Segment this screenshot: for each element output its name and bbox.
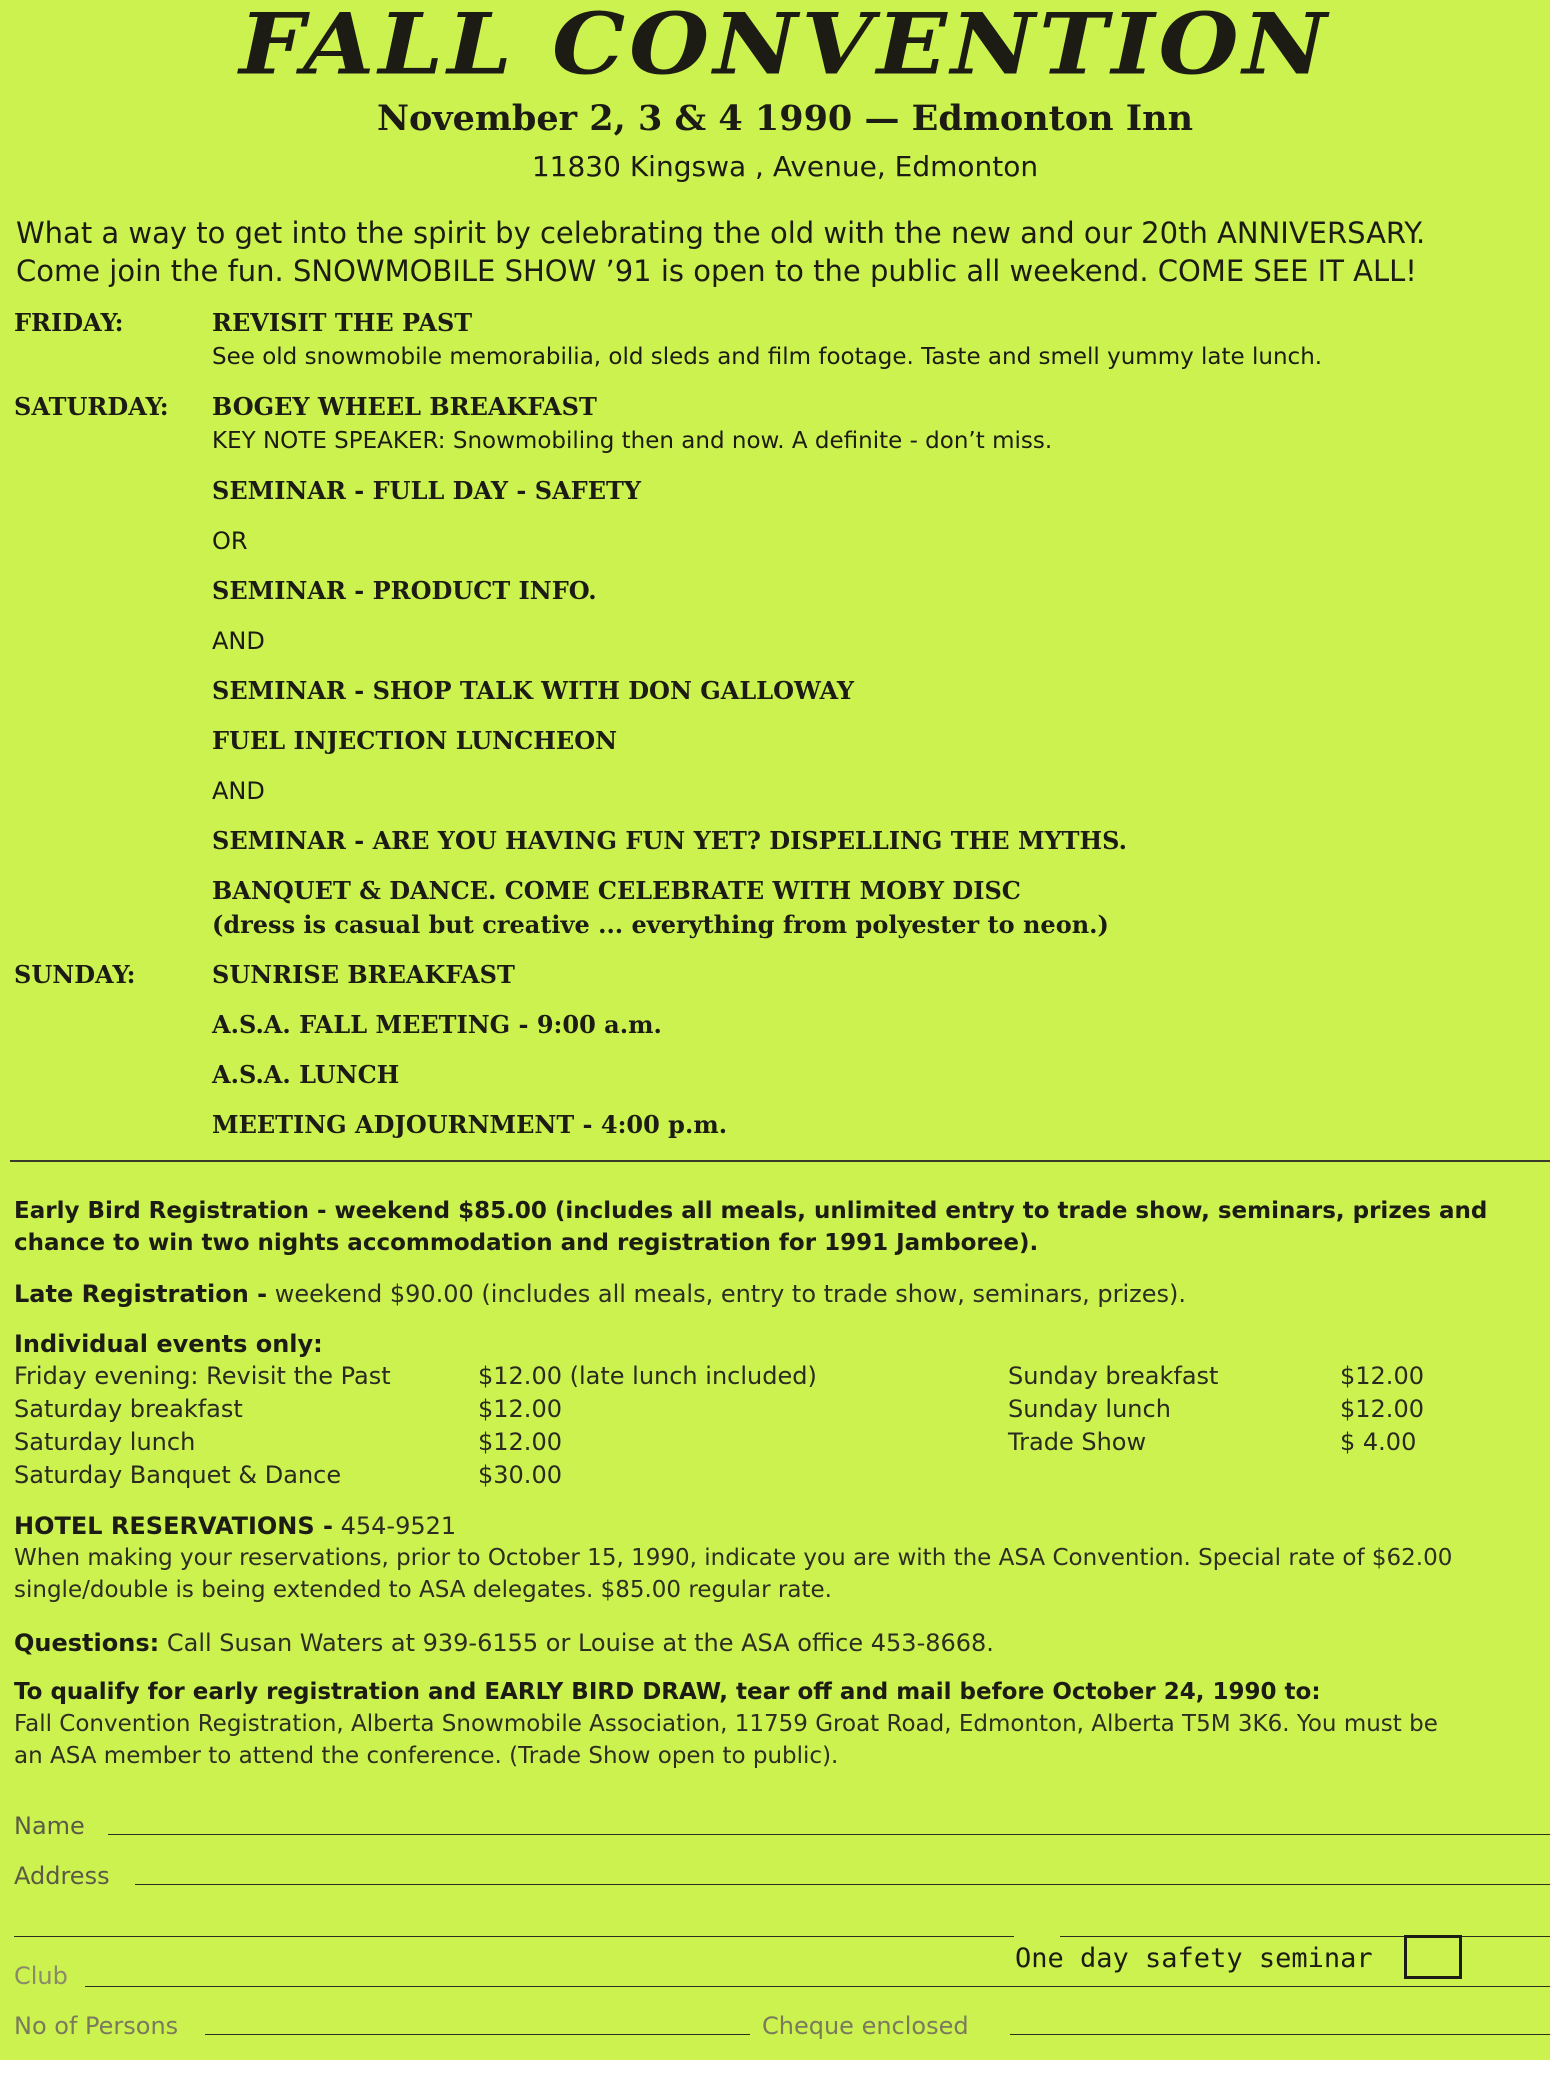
- name-field[interactable]: [108, 1834, 1550, 1835]
- questions-label: Questions:: [14, 1629, 160, 1657]
- persons-field[interactable]: [205, 2034, 750, 2035]
- page-title: FALL CONVENTION: [239, 0, 1331, 94]
- event-price: $ 4.00: [1340, 1428, 1417, 1456]
- club-field[interactable]: [85, 1986, 1550, 1987]
- early-bird-line-2: chance to win two nights accommodation and registration for 1991 Jamboree).: [14, 1230, 1039, 1256]
- intro-text: [16, 214, 1536, 290]
- meeting-adjournment: MEETING ADJOURNMENT - 4:00 p.m.: [212, 1110, 728, 1139]
- event-price: $30.00: [478, 1461, 562, 1489]
- dress-note: (dress is casual but creative ... everything from polyester to neon.): [212, 910, 1109, 939]
- seminar-product: SEMINAR - PRODUCT INFO.: [212, 576, 597, 605]
- asa-fall-meeting: A.S.A. FALL MEETING - 9:00 a.m.: [212, 1010, 662, 1039]
- address-label: Address: [14, 1862, 110, 1890]
- hotel-line-2: single/double is being extended to ASA delegates. $85.00 regular rate.: [14, 1577, 832, 1603]
- event-price: $12.00: [478, 1395, 562, 1423]
- connector-and-1: AND: [212, 627, 265, 655]
- intro-line-2: Come join the fun. SNOWMOBILE SHOW ’91 is open to the public all weekend. COME SEE IT ALL!: [16, 254, 1417, 288]
- safety-seminar-label: One day safety seminar: [1015, 1943, 1373, 1974]
- cheque-label: Cheque enclosed: [762, 2012, 969, 2040]
- intro-line-1: What a way to get into the spirit by celebrating the old with the new and our 20th ANNIVERSARY.: [16, 216, 1426, 250]
- event-name: Trade Show: [1008, 1428, 1147, 1456]
- address-field-line-2b[interactable]: [1060, 1936, 1550, 1937]
- seminar-shop-talk: SEMINAR - SHOP TALK WITH DON GALLOWAY: [212, 676, 854, 705]
- event-price: $12.00 (late lunch included): [478, 1362, 817, 1390]
- safety-seminar-checkbox[interactable]: [1404, 1935, 1462, 1979]
- name-label: Name: [14, 1812, 85, 1840]
- connector-or: OR: [212, 527, 248, 555]
- qualify-heading: To qualify for early registration and EARLY BIRD DRAW, tear off and mail before October 24, 1990 to:: [14, 1679, 1321, 1705]
- event-name: Saturday lunch: [14, 1428, 196, 1456]
- questions: [14, 1627, 1550, 1659]
- venue-address: 11830 Kingswa , Avenue, Edmonton: [531, 150, 1039, 183]
- friday-desc: See old snowmobile memorabilia, old sleds and film footage. Taste and smell yummy late lunch.: [212, 344, 1323, 370]
- event-name: Friday evening: Revisit the Past: [14, 1362, 391, 1390]
- asa-lunch: A.S.A. LUNCH: [212, 1060, 400, 1089]
- hotel-label: HOTEL RESERVATIONS -: [14, 1512, 333, 1540]
- event-name: Saturday breakfast: [14, 1395, 243, 1423]
- individual-events-heading: Individual events only:: [14, 1330, 323, 1358]
- late-registration-text: weekend $90.00 (includes all meals, entry to trade show, seminars, prizes).: [274, 1280, 1187, 1308]
- seminar-fun: SEMINAR - ARE YOU HAVING FUN YET? DISPELLING THE MYTHS.: [212, 826, 1128, 855]
- qualify-section: [14, 1676, 1550, 1772]
- friday-label: FRIDAY:: [14, 308, 124, 337]
- sunrise-breakfast: SUNRISE BREAKFAST: [212, 960, 515, 989]
- address-field-line-2[interactable]: [14, 1936, 1014, 1937]
- saturday-breakfast: BOGEY WHEEL BREAKFAST: [212, 392, 597, 421]
- hotel-line-1: When making your reservations, prior to October 15, 1990, indicate you are with the ASA Convention. Special rate of $62.00: [14, 1545, 1453, 1571]
- late-registration: [14, 1278, 1550, 1310]
- hotel-reservations: [14, 1510, 1550, 1606]
- date-venue: November 2, 3 & 4 1990 — Edmonton Inn: [376, 98, 1194, 139]
- late-registration-label: Late Registration -: [14, 1280, 268, 1308]
- connector-and-2: AND: [212, 777, 265, 805]
- event-price: $12.00: [1340, 1362, 1424, 1390]
- saturday-label: SATURDAY:: [14, 392, 169, 421]
- address-field[interactable]: [135, 1884, 1550, 1885]
- persons-label: No of Persons: [14, 2012, 179, 2040]
- friday-event: REVISIT THE PAST: [212, 308, 473, 337]
- early-bird-registration: [14, 1195, 1550, 1259]
- fuel-injection-luncheon: FUEL INJECTION LUNCHEON: [212, 726, 618, 755]
- event-price: $12.00: [478, 1428, 562, 1456]
- event-name: Sunday breakfast: [1008, 1362, 1219, 1390]
- sunday-label: SUNDAY:: [14, 960, 136, 989]
- cheque-field[interactable]: [1010, 2034, 1550, 2035]
- hotel-phone: 454-9521: [340, 1512, 457, 1540]
- qualify-line-2: an ASA member to attend the conference. (Trade Show open to public).: [14, 1743, 839, 1769]
- seminar-safety: SEMINAR - FULL DAY - SAFETY: [212, 476, 641, 505]
- club-label: Club: [14, 1962, 68, 1990]
- questions-text: Call Susan Waters at 939-6155 or Louise at the ASA office 453-8668.: [166, 1629, 994, 1657]
- event-name: Sunday lunch: [1008, 1395, 1171, 1423]
- section-divider: [10, 1160, 1550, 1162]
- early-bird-line-1: Early Bird Registration - weekend $85.00 (includes all meals, unlimited entry to trade show, seminars, prizes and: [14, 1198, 1488, 1224]
- banquet-dance: BANQUET & DANCE. COME CELEBRATE WITH MOBY DISC: [212, 876, 1021, 905]
- saturday-keynote: KEY NOTE SPEAKER: Snowmobiling then and now. A definite - don’t miss.: [212, 428, 1053, 454]
- event-price: $12.00: [1340, 1395, 1424, 1423]
- event-name: Saturday Banquet & Dance: [14, 1461, 342, 1489]
- qualify-line-1: Fall Convention Registration, Alberta Snowmobile Association, 11759 Groat Road, Edmonton, Alberta T5M 3K6. You must be: [14, 1711, 1438, 1737]
